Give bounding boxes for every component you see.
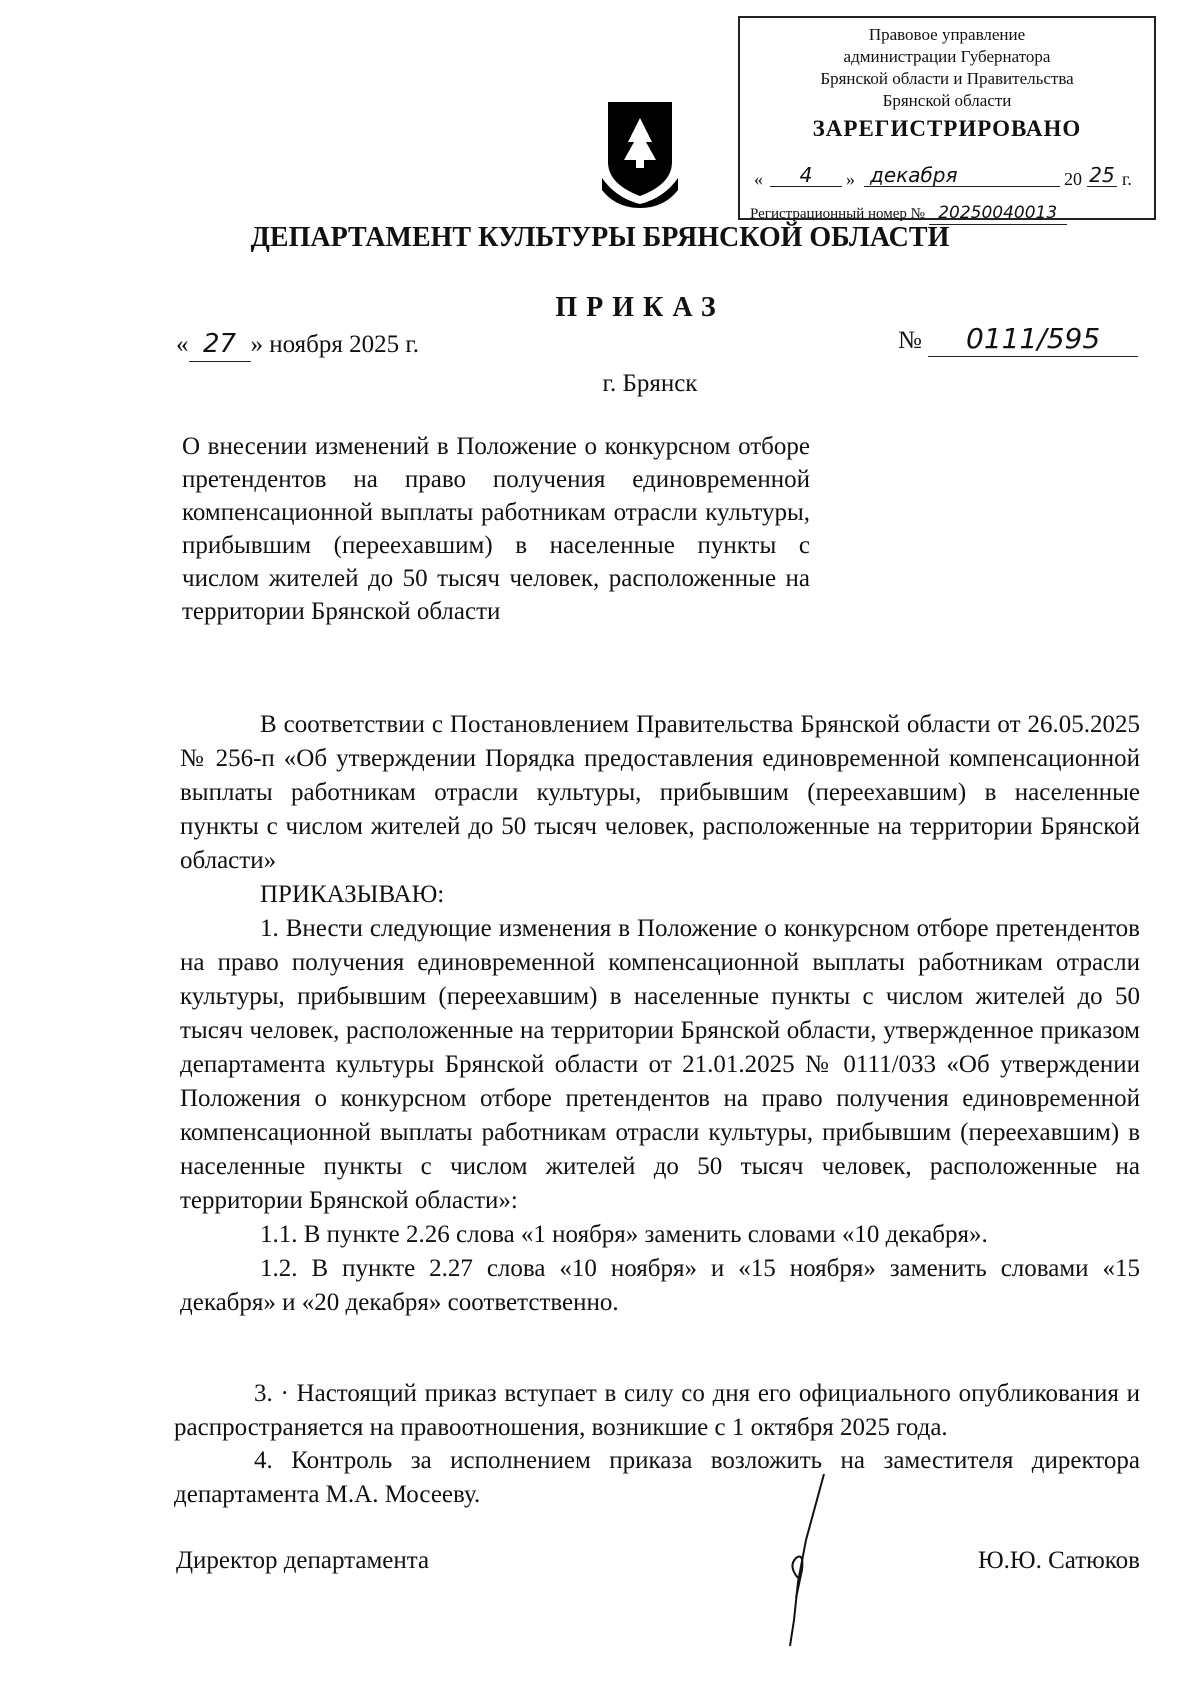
item-4: 4. Контроль за исполнением приказа возложить на заместителя директора департамента М.А. Мосееву. <box>174 1447 1140 1508</box>
stamp-reg-label: Регистрационный номер № <box>750 206 925 222</box>
stamp-month: декабря <box>864 164 1060 187</box>
item-1-1: 1.1. В пункте 2.26 слова «1 ноября» заменить словами «10 декабря». <box>260 1221 988 1248</box>
order-number <box>898 322 1138 358</box>
stamp-year-prefix: 20 <box>1064 169 1082 189</box>
coat-of-arms-icon <box>600 100 680 208</box>
registration-stamp <box>738 16 1156 223</box>
signatory-role: Директор департамента <box>176 1547 430 1574</box>
stamp-year-suffix: 25 <box>1087 164 1117 187</box>
number-value: 0111/595 <box>928 322 1138 357</box>
command: ПРИКАЗЫВАЮ: <box>260 881 445 908</box>
stamp-registered: ЗАРЕГИСТРИРОВАНО <box>812 116 1082 141</box>
department-title: ДЕПАРТАМЕНТ КУЛЬТУРЫ БРЯНСКОЙ ОБЛАСТИ <box>250 222 950 253</box>
stamp-year-unit: г. <box>1122 169 1132 189</box>
date-rest: » ноября 2025 г. <box>250 331 420 358</box>
stamp-org-line: Правовое управление <box>868 25 1026 44</box>
preamble: В соответствии с Постановлением Правительства Брянской области от 26.05.2025 № 256-п «Об утверждении Порядка предоставления единовременной компенсационной выплаты работникам отрасли культуры, прибывшим (переехавшим) в населенные пункты с числом жителей до 50 тысяч человек, расположенные на территории Брянской области» <box>180 711 1140 874</box>
order-body <box>180 708 1140 1320</box>
item-4-block <box>174 1444 1140 1512</box>
date-day: 27 <box>189 327 251 362</box>
stamp-org <box>740 24 1154 112</box>
stamp-org-line: Брянской области <box>882 91 1012 110</box>
signature-icon <box>740 1470 860 1650</box>
stamp-day: 4 <box>770 164 842 187</box>
order-title: ПРИКАЗ <box>555 292 725 323</box>
item-3-block <box>174 1377 1140 1445</box>
stamp-org-line: Брянской области и Правительства <box>820 69 1074 88</box>
order-subject: О внесении изменений в Положение о конкурсном отборе претендентов на право получения единовременной компенсационной выплаты работникам отрасли культуры, прибывшим (переехавшим) в населенные пункты с числом жителей до 50 тысяч человек, расположенные на территории Брянской области <box>182 433 810 625</box>
order-date <box>176 327 419 362</box>
date-open-quote: « <box>176 331 189 358</box>
item-3: 3. · Настоящий приказ вступает в силу со дня его официального опубликования и распространяется на правоотношения, возникшие с 1 октября 2025 года. <box>174 1380 1140 1441</box>
signatory-name: Ю.Ю. Сатюков <box>977 1547 1140 1574</box>
city: г. Брянск <box>602 370 698 397</box>
stamp-reg-number: 20250040013 <box>929 202 1067 225</box>
stamp-date-line: « 4 » декабря 20 25 г. <box>754 163 1132 189</box>
stamp-org-line: администрации Губернатора <box>843 47 1051 66</box>
number-sign: № <box>898 327 922 354</box>
item-1-2: 1.2. В пункте 2.27 слова «10 ноября» и «15 ноября» заменить словами «15 декабря» и «20 декабря» соответственно. <box>180 1255 1140 1316</box>
item-1: 1. Внести следующие изменения в Положение о конкурсном отборе претендентов на право получения единовременной компенсационной выплаты работникам отрасли культуры, прибывшим (переехавшим) в населенные пункты с числом жителей до 50 тысяч человек, расположенные на территории Брянской области, утвержденное приказом департамента культуры Брянской области от 21.01.2025 № 0111/033 «Об утверждении Положения о конкурсном отборе претендентов на право получения единовременной компенсационной выплаты работникам отрасли культуры, прибывшим (переехавшим) в населенные пункты с числом жителей до 50 тысяч человек, расположенные на территории Брянской области»: <box>180 915 1140 1214</box>
